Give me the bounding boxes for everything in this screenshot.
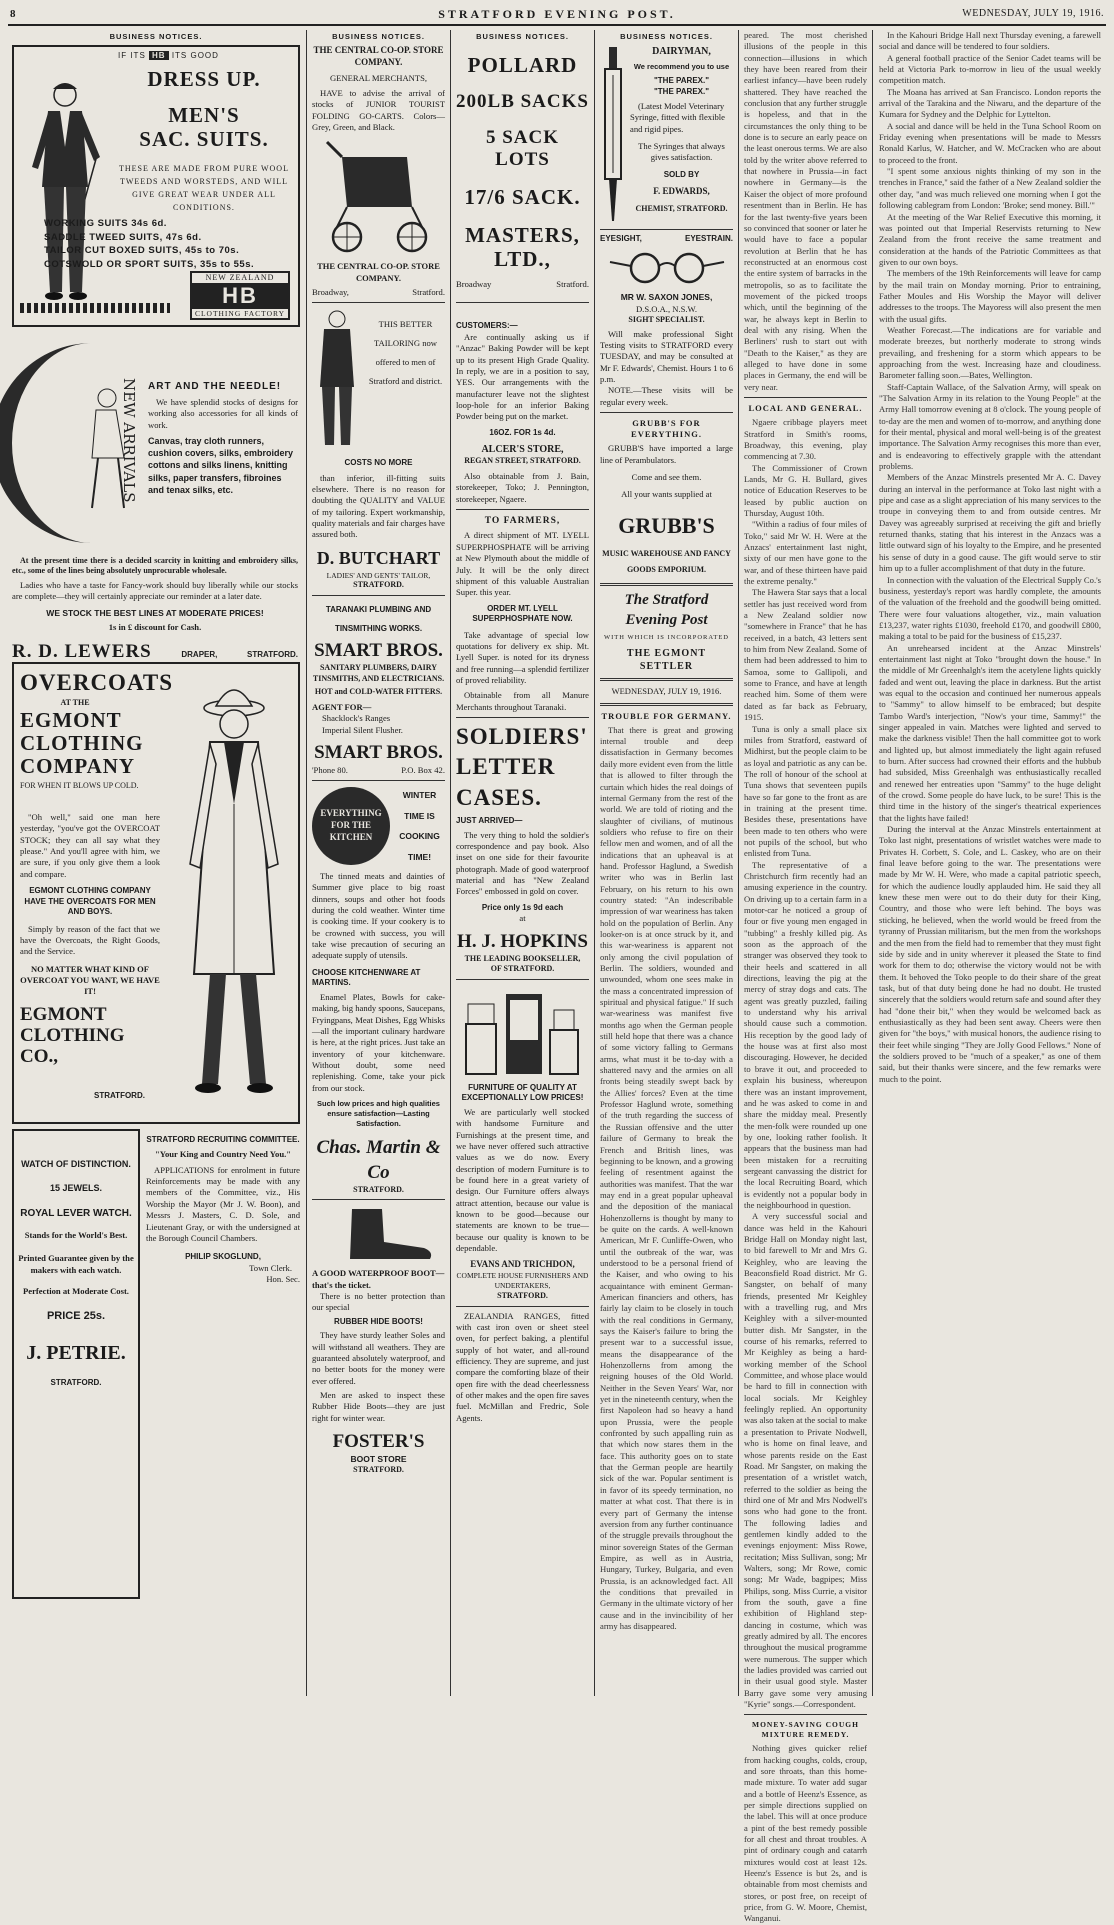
news-paragraph: The members of the 19th Reinforcements will leave for camp by the mail train on Monday morning. Prior to entraining, Father Moules and His Worship the Mayor will deliver addresses to the troops. The Mayoress will also present the men with the usual gifts. [879,268,1101,324]
winter-heading: WINTER TIME IS COOKING TIME! [399,790,440,862]
news-paragraph: An unrehearsed incident at the Anzac Minstrels' entertainment last night at Toko "brought down the house." In the middle of Mr Greenhalgh's item the acetylene lights quickly faded and went out, leaving the place in darkness. But the artist was equal to the occasion and continued her numerous appeals to "Sammy" to allow himself to be embraced; but despite Tambo Ward's interjection, "Now's your time, Sammy!" the singer appealed in vain. Matches were lighted and served to make the darkness visible! Then the hall committee got to work and lighted up, but almost immediately the light again refused to burn. After success had crowned their efforts and the hubbub had subsided, Miss Greenhalgh was enthusiastically recalled and renewed her entreaties upon "Sammy" to the huge delight of the crowd. Some people do have luck, to be sure! This is the third time in the history of the singer's theatrical experiences that the lights have failed! [879,642,1101,823]
art-p1: At the present time there is a decided scarcity in knitting and embroidery silks, etc., some of the lines being absolutely unprocurable wholesale. [12,555,298,576]
boot-p1: There is no better protection than our special [312,1291,445,1313]
art-list: Canvas, tray cloth runners, cushion covers, silks, embroidery cottons and silks linens, knitting silks, paper transfers, fibroines and tenax silks, etc. [148,436,294,495]
trouble-heading: TROUBLE FOR GERMANY. [601,710,732,721]
butchart-sub: LADIES' AND GENTS' TAILOR, [326,570,431,580]
suit-line: SADDLE TWEED SUITS, 47s 6d. [44,231,202,243]
kitchen-badge: EVERYTHING FOR THE KITCHEN [312,787,390,865]
martin-signature: Chas. Martin & Co [316,1136,441,1183]
art-needle-advert [12,332,300,662]
hopkins-name: H. J. HOPKINS [457,930,588,952]
pollard-heading: POLLARD [467,52,578,77]
news-paragraph: Staff-Captain Wallace, of the Salvation Army, will speak on "The Salvation Army in its relation to the Young People" at the Army Hall tomorrow evening at 8 o'clock. The young people of to-day are the men and women of to-morrow, and anything done for their mental, physical and moral well-being is of the greatest importance. The Salvation Army recognises this more than ever, and is endeavoring to effectively grapple with the attendant problems. [879,381,1101,472]
spectacles-figure [600,248,734,288]
watch-title: WATCH OF DISTINCTION. [21,1158,131,1169]
watch-advert [12,1129,140,1599]
recruiting-notice [146,1129,300,1599]
lewers-town: STRATFORD. [247,650,298,660]
incorporated: WITH WHICH IS INCORPORATED [603,634,729,642]
parex-name: "THE PAREX." [654,86,709,96]
local-paragraph: The Commissioner of Crown Lands, Mr G. H. Bullard, gives notice of Education Reserves to be leased by public auction on Thursday, August 10th. [744,462,867,518]
page-header [8,4,1106,26]
smart-po: P.O. Box 42. [401,765,445,776]
coop-address: Broadway, [312,286,349,297]
jones-body: Will make professional Sight Testing visits to STRATFORD every TUESDAY, and may be consulted at Mr F. Edwards', Chemist. Hours 1 to 6 p.m. [600,328,733,384]
egmont-name: COMPANY [20,753,136,778]
news-paragraph: A general football practice of the Senior Cadet teams will be held at Victoria Park to-morrow in lieu of the usual weekly competition match. [879,52,1101,86]
news-paragraph: The Moana has arrived at San Francisco. London reports the arrival of the Tarakina and the Niwaru, and the departure of the Kumara for Sydney and the Delphic for Lyttelton. [879,86,1101,120]
local-general-heading: LOCAL AND GENERAL. [748,403,863,413]
egmont-at-the: AT THE [60,698,90,708]
art-title: ART AND THE NEEDLE! [148,380,282,392]
watch-jewels: 15 JEWELS. [49,1182,103,1193]
coop-sub: GENERAL MERCHANTS, [329,72,428,83]
egmont-signature: CLOTHING [20,1025,125,1047]
egmont-quote: "Oh well," said one man here yesterday, "you've got the OVERCOAT STOCK; they can all say what they please." And you'll agree with him, we are sure, if you only give them a look and compare. [20,811,160,879]
masters-name: MASTERS, [465,222,580,247]
art-intro: We have splendid stocks of designs for working also accessories for all kinds of work. [148,397,298,430]
column-1 [8,30,306,1696]
boot-town: STRATFORD. [353,1465,404,1475]
butchart-name: D. BUTCHART [316,547,441,568]
egmont-signature: CO., [20,1046,58,1068]
watch-perfection: Perfection at Moderate Cost. [23,1285,129,1296]
trouble-continued: peared. The most cherished illusions of the people in this connection—illusions in which they have been reared from their earliest infancy—have been rudely shattered. They have reached the conclusion that any further struggle is hopeless, and that in the circumstances the only thing to be done is to secure an early peace on the least onerous terms. We are also told by the writer above referred to that nowhere in Prussia—in fact nowhere in Germany—is the Kaiser the object of more profound resentment than in Berlin. He has for the last twenty-five years been so convinced that sooner or later he would have to face a popular revolution at Berlin that he has reconstructed at an enormous cost the entire system of barracks in the metropolis, so as to facilitate the movement of the picked troops which, until the beginning of the war, he always kept in Berlin to deal with any rising. When the Berliners' rush to start out with "Death to the Kaiser," as they are alleged to have done in some places in Germany, the end will be very near. [744,30,868,392]
zealandia-text: ZEALANDIA RANGES, fitted with cast iron oven or sheet steel oven, for perfect baking, a plentiful supply of hot water, and all-round efficiency. They are supreme, and just compare the comforting blaze of their open fire with the dead cheerlessness of other makes and the open fire saves fuel. McMillan and Fredric, Sole Agents. [456,1310,589,1423]
tailored-man-figure [312,307,362,452]
obtainable-text: Obtainable from all Manure Merchants throughout Taranaki. [456,690,589,712]
lewers-trade: DRAPER, [181,650,218,660]
edwards-chemist: CHEMIST, STRATFORD. [635,204,728,214]
masters-address: Broadway [456,278,492,289]
coop-body: HAVE to advise the arrival of stocks of JUNIOR TOURIST FOLDING GO-CARTS. Colors—Grey, Green, and Black. [312,87,445,133]
order-now: ORDER MT. LYELL SUPERPHOSPHATE NOW. [472,603,573,624]
watch-stands: Stands for the World's Best. [24,1229,128,1240]
advantage-text: Take advantage of special low quotations for delivery ex ship. Mt. Lyell Super. is noted for its dryness and free running—a splendid fertilizer of proved reliability. [456,629,589,685]
pollard-price: 17/6 SACK. [464,184,581,209]
regan-street: REGAN STREET, STRATFORD. [464,456,581,466]
price-16oz: 16OZ. FOR 1s 4d. [489,427,556,437]
sight-specialist: SIGHT SPECIALIST. [628,315,705,324]
section-label: BUSINESS NOTICES. [332,32,425,41]
man-in-suit-figure [20,77,110,307]
cases-body: The very thing to hold the soldier's correspondence and pay book. Also inset on one side for their favourite photograph. Made of good waterproof material and has "New Zealand Forces" embossed in gold on cover. [456,829,589,897]
overcoats-heading: OVERCOATS [20,669,173,695]
boot-p3: Men are asked to inspect these Rubber Hide Boots—they are just right for winter wear. [312,1390,445,1423]
edwards-name: F. EDWARDS, [653,186,710,197]
agent-for: AGENT FOR— [312,702,372,713]
farmers-body: A direct shipment of MT. LYELL SUPERPHOSPHATE will be arriving at New Plymouth about the middle of July. It will be the only direct shipment of this valuable Australian Super. this year. [456,530,589,598]
art-p2: Ladies who have a taste for Fancy-work should buy liberally while our stocks are complete—they will certainly appreciate our reminder at a later date. [12,579,298,602]
suit-line: WORKING SUITS 34s 6d. [44,217,167,229]
cases-heading: CASES. [456,784,542,810]
evans-town: STRATFORD. [497,1291,548,1300]
cough-text: Nothing gives quicker relief from hacking coughs, colds, croup, and sore throats, than this home-made mixture. To water add sugar and a bottle of Heenz's Essence, as per simple directions supplied on the label. This will at once produce a pint of the best remedy possible for all chest and throat troubles. A pint of ordinary cough and catarrh mixtures would cost at least 12s. Heenz's Essence is but 2s, and is obtainable from most chemists and stores, or post free, on receipt of price, from G. W. Moore, Chemist, Wanganui. [744,1743,867,1924]
evans-complete: COMPLETE HOUSE FURNISHERS AND UNDERTAKERS, [456,1271,589,1291]
customers-head: CUSTOMERS:— [456,321,518,331]
dress-up-heading: DRESS UP. [147,66,261,91]
grubbs-name: GRUBB'S [618,512,715,538]
hb-tag: IF ITS HB ITS GOOD [118,50,219,60]
boot-head: A GOOD WATERPROOF BOOT—that's the ticket. [312,1268,445,1290]
local-paragraph: "Within a radius of four miles of Toko," said Mr W. H. Were at the Anzacs' entertainment last night, sixty of our men have gone to the war, and of these thirteen have paid the extreme penalty." [744,519,867,587]
local-paragraph: A very successful social and dance was held in the Kahouri Bridge Hall on Monday night last, to bid farewell to Mr and Mrs G. Keighley, who are leaving the Beaconsfield Road district. Mr G. Sangster, on behalf of many friends, presented Mr Keighley with a travelling rug, and Mrs Keighley with a silver-mounted butter dish. Mr Sangster, in the course of his remarks, referred to Mr Keighley as being a hard-working member of the School Committee, and whose place would be hard to fill in connection with local socials. Mr Keighley feelingly replied. An opportunity was also taken at the social to make a presentation to Private Nodwell, who is home on final leave, and whose parents reside on the East Road. Mr Sangster, on making the presentation of a wristlet watch, referred to the soldier as being the third one of Mr and Mrs Nodwell's sons who had gone to the front. The following ladies and gentlemen kindly added to the evenings enjoyment: Miss Rowe, recitation; Miss Sullivan, song; Mr Walters, song; Mr Rowe, comic song; Mr Wade, bagpipes; Miss Philips, song. Miss Currie, a visitor from the south, gave a fine exhibition of Highland step-dancing in costume, which was greatly admired by all. The encores throughout the musical programme were numerous. The supper which the ladies provided was carried out in their usual good style. Master Barry gave some very amusing "Kyrie" songs.—Correspondent. [744,1211,867,1710]
egmont-when: FOR WHEN IT BLOWS UP COLD. [20,781,139,791]
news-paragraph: During the interval at the Anzac Minstrels entertainment at Toko last night, presentations of wristlet watches were made to Privates H. Corbett, S. Cole, and L. Caskey, who are on their final leave before going to the war. The presentations were made by Mr W. H. Were, who made a capital patriotic speech, for which the audience loudly applauded him. He said they all knew these men were out to do their duty for their King, Country, and those who were left behind. The boys was sticking, he believed, when the world would be freed from the tyranny of Prussian militarism, but the men from the workshops and the men from the field had to remember that they must fight side by side and in unity wherever it pleased the State to find work for them to do; otherwise the victory would not be with them. It behoved the Toko people to do their share of the great task, but of that duty being done he had no doubt. He trusted sincerely that the soldiers would return safe and sound after they had "done their bit," when they would be welcomed back as enthusiastically as they had been sent away. Cheers were then given for "the boys," with musical honors, the audience rising to their feet while singing "They are Jolly Good Fellows." None of the soldiers proved to be "much of a speaker," as one of them said, but their thanks were sincere, and the few remarks were much to the point. [879,824,1101,1084]
enamel-text: Enamel Plates, Bowls for cake-making, big handy spoons, Saucepans, Fryingpans, Meat Dishes, Egg Whisks—all the important culinary hardware is here, at the right prices. Just take an inventory of your kitchenware. Without doubt, some need replenishing. Come, take your pick from our stock. [312,991,445,1093]
recruiting-role: Town Clerk. [249,1262,292,1273]
section-label: BUSINESS NOTICES. [109,32,203,41]
egmont-no-matter: NO MATTER WHAT KIND OF OVERCOAT YOU WANT, WE HAVE IT! [20,963,160,997]
just-arrived: JUST ARRIVED— [456,816,523,826]
news-paragraph: Weather Forecast.—The indications are for variable and moderate breezes, but northerly moderate to strong winds prevailing, and freshening for a storm which appears to be approaching from the west. Increasing haze and cloudiness. Barometer falling soon.—Bates, Wellington. [879,324,1101,381]
crescent-moon-figure [12,338,142,548]
also-obtainable: Also obtainable from J. Bain, storekeeper, Toko; J. Pennington, storekeeper, Ngaere. [456,470,589,504]
hopkins-leading: THE LEADING BOOKSELLER, [464,953,581,963]
petrie-name: J. PETRIE. [26,1341,126,1364]
syringe-figure [600,45,626,225]
suit-line: COTSWOLD OR SPORT SUITS, 35s to 55s. [44,259,255,271]
paper-title: The Stratford Evening Post [624,591,709,628]
recruiting-slogan: "Your King and Country Need You." [154,1149,292,1160]
art-best: WE STOCK THE BEST LINES AT MODERATE PRICES! [46,607,264,618]
butchart-town: STRATFORD. [353,580,404,590]
recruiting-title: STRATFORD RECRUITING COMMITTEE. [146,1134,300,1144]
smart-sub: SANITARY PLUMBERS, DAIRY TINSMITHS, AND ELECTRICIANS. [312,663,445,683]
boot-p2: They have sturdy leather Soles and will withstand all weathers. They are guaranteed absolutely waterproof, and no better boots for the money were ever offered. [312,1330,445,1386]
column-5 [738,30,872,1924]
local-paragraph: The representative of a Christchurch firm recently had an amusing experience in the country. On driving up to a certain farm in a motor-car he noticed a group of four or five young men engaged in "tubbing" a freshly killed pig. As soon as the approach of the stranger was observed they took to their heels and scattered in all directions, leaving the pig at the mercy of stray dogs and cats. The agent was greatly puzzled, failing to understand why his arrival should cause such a commotion. His reception by the good lady of the house was at first also most discouraging. However, he decided to brave it out, and proceeded to explain his business, whereupon there was an instant improvement, and he was asked to come in and share the midday meal. Presently the men-folk were rounded up one by one, looking rather foolish. It appears that the business man had been mistaken for a recruiting sergeant canvassing the district for the local Recruiting Board, which is evidently not a popular body in the neighbourhood in question. [744,859,867,1210]
furniture-head: FURNITURE OF QUALITY AT EXCEPTIONALLY LOW PRICES! [461,1082,584,1103]
paper-date: WEDNESDAY, JULY 19, 1916. [611,686,722,697]
tailoring-text: THIS BETTER TAILORING now offered to men of Stratford and district. [368,319,443,386]
trouble-article: That there is great and growing internal trouble and deep dissatisfaction in Germany becomes daily more evident even from the little that is allowed to filter through the curtain which hides the real doings of internal Germany from the rest of the world. We are told of rioting and the slaughter of civilians, of mutinous soldiers who refuse to fire on their fellow men and women, and of all the indications that an upheaval is at hand. Professor Haglund, a Swedish writer who was in Berlin last February, on his return to his own country stated: "An indescribable impression of war weariness has taken hold on the population of Berlin. Any looker-on is at once struck by it, and this war-weariness is apparent not only among the civil population of Berlin. The soldiers, wounded and unwounded, whom one sees make in the mass a concentrated impression of spiritual and physical fatigue." If such war-weariness was manifest five months ago when the German people still held hope that there was a chance of some victory falling to Germans arms, what must it be to-day with a shattered navy and the armies on all fronts being steadily swept back by the Allies' forces? Even at the time Professor Haglund wrote, something of the truth regarding the success of the Russian offensive and the utter failure of Germany to break the French and British lines, was beginning to be known, and a growing feeling of resentment against the authorities was manifest. That the war may end in a great popular upheaval and the deposition of the maniacal Hohenzollerns is thought by many to be quite on the cards. A well-known American, Mr F. Cunliffe-Owen, who until the outbreak of the war, was understood to be a personal friend of the Kaiser, and who owing to his acquaintance with eminent German-American financiers and others, has fairly lay claim to be closely in touch with the real conditions in Germany, says the Kaiser's failure to bring the present war to a successful issue, means the disappearance of the Hohenzollerns from among the reigning houses of the Old World. Neither in the Seven Years' War, nor yet in the nineteenth century, when the first Napoleon had so heavy a hand upon Prussia, were the people confronted by such appalling ruin as that which now stares them in the face. This authority goes on to state that the German people are heartily sick of the war. Popular sentiment is in favor of its speedy termination, no matter at what cost. That there is in every part of Germany the intense aversion from any further continuance of the struggle prevails throughout the minor sovereign States of the German Empire, as well as in Austria, Hungary, Turkey, Bulgaria, and even Prussia, is an acknowledged fact. All the conditions that prevailed in Germany in the ultimate victory of her cause and in the invincibility of her army has disappeared. [600,724,733,1631]
cases-price: Price only 1s 9d each [481,902,564,912]
art-discount: 1s in £ discount for Cash. [108,621,202,632]
watch-price: PRICE 25s. [46,1310,106,1323]
smart-phone: 'Phone 80. [312,765,348,776]
pollard-lots: 5 SACK LOTS [485,126,560,170]
hopkins-town: OF STRATFORD. [490,964,555,974]
tailor-body: than inferior, ill-fitting suits elsewhere. There is no reason for doubting the QUALITY and VALUE of my tailoring. Expert workmanship, quality materials and fair charges have assured both. [312,472,445,540]
page-number: 8 [10,8,18,20]
all-wants: All your wants supplied at [621,489,712,500]
farmers-heading: TO FARMERS, [484,515,561,526]
rubber-hide: RUBBER HIDE BOOTS! [334,1316,423,1326]
masters-ltd: LTD., [494,246,551,271]
customers-body: Are continually asking us if "Anzac" Baking Powder will be kept up to its present High Grade Quality. In reply, we are in a position to say, YES. Our arrangements with the manufacturer leave not the slightest loop-hole for an inferior Baking Powder being put on the market. [456,331,589,422]
masthead: STRATFORD EVENING POST. [438,7,676,21]
pollard-sacks: 200LB SACKS [456,91,589,113]
such-low-prices: Such low prices and high qualities ensure satisfaction—Lasting Satisfaction. [317,1098,440,1128]
news-paragraph: In the Kahouri Bridge Hall next Thursday evening, a farewell social and dance will be tendered to four soldiers. [879,30,1101,52]
mens-heading: MEN'S [168,103,240,128]
egmont-town: STRATFORD. [94,1091,145,1101]
local-paragraph: Tuna is only a small place six miles from Stratford, eastward of Midhirst, but the people claim to be as loyal and patriotic as any can be. The roll of honour of the school at Tuna shows that seventeen pupils have so far gone to the front as are in training at the present time. Besides these, presentations have been made to ten others who were not pupils of the school, but who enlisted from Tuna. [744,723,867,859]
cases-at: at [519,913,526,924]
suit-line: TAILOR CUT BOXED SUITS, 45s to 70s. [44,245,240,257]
man-in-overcoat-figure [154,674,304,1114]
agent-item: Shacklock's Ranges [322,713,391,724]
column-2 [306,30,450,1696]
news-paragraph: "I spent some anxious nights thinking of my son in the trenches in France," said the father of a New Zealand soldier the other day, "and was much relieved one morning when I got the following cablegram from London: 'Broke; send money. Bill.'" [879,166,1101,211]
pollard-advert [456,45,589,298]
coop-town: Stratford. [412,286,445,297]
petrie-town: STRATFORD. [50,1378,102,1388]
smart-bros-name: SMART BROS. [314,742,443,764]
costs-no-more: COSTS NO MORE [344,458,413,468]
egmont-name: CLOTHING [20,730,144,755]
parex-name: "THE PAREX." [654,75,709,85]
lewers-name: R. D. LEWERS [12,641,152,663]
grubbs-body: GRUBB'S have imported a large line of Perambulators. [600,443,733,465]
egmont-simply: Simply by reason of the fact that we have the Overcoats, the Right Goods, and the Service. [20,923,160,957]
soldiers-heading: SOLDIERS' [456,724,588,750]
egmont-have: EGMONT CLOTHING COMPANY HAVE THE OVERCOATS FOR MEN AND BOYS. [24,885,156,917]
grubbs-heading: GRUBB'S FOR EVERYTHING. [631,417,702,440]
eyestrain-label: EYESTRAIN. [684,233,733,243]
jones-note: NOTE.—These visits will be regular every week. [600,385,733,407]
hb-advert [12,45,300,327]
smart-bros-name: SMART BROS. [314,640,443,662]
evans-name: EVANS AND TRICHDON, [470,1259,575,1270]
smart-fitters: HOT and COLD-WATER FITTERS. [314,687,443,697]
coop-signature: THE CENTRAL CO-OP. STORE COMPANY. [317,261,440,283]
furniture-figure [456,984,586,1079]
news-paragraph: Members of the Anzac Minstrels presented Mr A. C. Davey during an interval in the performance at Toko last night with a pipe and case as a slight appreciation of his many services to the troupe in conveying them to and from outside centres. Mr Davey was agreeably surprised at receiving the gift and briefly returned thanks, stating that his interest in the Anzacs was a little outward sign of his loyalty to the Empire, and he presented his sense of duty in a good cause. The gift would serve to stir him up to a fuller accomplishment of that duty in the future. [879,472,1101,574]
recommend-text: We recommend you to use [633,62,730,72]
sac-suits-heading: SAC. SUITS. [139,127,269,152]
egmont-advert [12,662,300,1124]
come-and-see: Come and see them. [631,472,702,483]
news-paragraph: At the meeting of the War Relief Executive this morning, it was pointed out that Imperial Reservists returning to New Zealand from the front receive the same treatment and consideration at the hands of the Patriotic Committees as that given to our own boys. [879,211,1101,267]
agent-item: Imperial Silent Flusher. [322,724,403,735]
parex-body: (Latest Model Veterinary Syringe, fitted with flexible and rigid pipes. [630,101,725,134]
taranaki-plumbing: TARANAKI PLUMBING AND TINSMITHING WORKS. [325,604,432,634]
column-3 [450,30,594,1696]
kitchen-body: The tinned meats and dainties of Summer give place to big roast dinners, soups and other hot foods during the cold weather. Winter time is cooking time. If your cookery is to be crowned with success, you will take wise precaution of securing an adequate supply of utensils. [312,871,445,961]
section-label: BUSINESS NOTICES. [476,32,569,41]
choose-kitchenware: CHOOSE KITCHENWARE AT MARTINS. [312,967,421,988]
alcers-store: ALCER'S STORE, [481,444,564,456]
local-paragraph: Ngaere cribbage players meet Stratford in Smith's rooms, Broadway, this evening, play commencing at 7.30. [744,417,867,462]
jones-name: MR W. SAXON JONES, [620,292,713,303]
masters-town: Stratford. [556,278,589,289]
cough-heading: MONEY-SAVING COUGH MIXTURE REMEDY. [752,1720,859,1740]
news-paragraph: A social and dance will be held in the Tuna School Room on Friday evening when presentations will be made to Messrs Ronald Karlus, W. Hatcher, and W. McCracken who are about to proceed to the front. [879,120,1101,165]
news-paragraph: In connection with the valuation of the Electrical Supply Co.'s business, yesterday's report was hardly complete, the amounts of the valuation of the freehold and the goodwill being omitted. There were four valuations altogether, viz., main valuation £13,237, water rights £1030, freehold £170, and goodwill £800, making a total to be paid for the business of £15,237. [879,574,1101,642]
syringes-text: The Syringes that always gives satisfaction. [638,141,725,163]
column-6 [872,30,1106,1696]
boot-store: BOOT STORE [350,1454,407,1465]
egmont-signature: EGMONT [20,1004,107,1026]
header-date: WEDNESDAY, JULY 19, 1916. [962,8,1104,19]
martin-town: STRATFORD. [353,1184,404,1194]
section-label: BUSINESS NOTICES. [620,32,713,41]
fosters-name: FOSTER'S [332,1431,425,1453]
jones-dso: D.S.O.A., N.S.W. [635,303,698,314]
hb-body: THESE ARE MADE FROM PURE WOOL TWEEDS AND WORSTEDS, AND WILL GIVE GREAT WEAR UNDER ALL CONDITIONS. [119,164,289,212]
egmont-settler: THE EGMONT SETTLER [626,647,707,673]
coop-title: THE CENTRAL CO-OP. STORE COMPANY. [313,44,444,67]
local-paragraph: The Hawera Star says that a local settler has just received word from a New Zealand soldier now "somewhere in France" that he has received, in a batch, 43 letters sent to him from New Zealand. Some of them had been addressed to him to Samoa, some to Gallipoli, and some to France, and have at length reached him. Some of them were dated as far back as February, 1915. [744,587,868,723]
boot-figure [312,1204,442,1264]
recruiting-signer: PHILIP SKOGLUND, [185,1252,261,1262]
dairyman-heading: DAIRYMAN, [652,45,711,57]
letter-heading: LETTER [456,754,556,780]
watch-guarantee: Printed Guarantee given by the makers with each watch. [18,1253,134,1275]
column-4 [594,30,738,1696]
moon-text: NEW ARRIVALS [120,377,138,503]
decorative-border [20,303,170,313]
grubbs-music: MUSIC WAREHOUSE AND FANCY GOODS EMPORIUM. [602,548,731,574]
hb-logo: NEW ZEALAND HB CLOTHING FACTORY [190,271,290,321]
recruiting-role: Hon. Sec. [266,1274,300,1285]
egmont-name: EGMONT [20,707,122,732]
recruiting-body: APPLICATIONS for enrolment in future Reinforcements may be made with any members of the Committee, viz., His Worship the Mayor (Mr J. W. Boon), and Messrs J. Masters, C. D. Sole, and Lieutenant Gray, or with the undersigned at the Borough Council Chambers. [146,1164,300,1243]
eyesight-label: EYESIGHT, [600,233,642,243]
pram-figure [312,137,442,257]
sold-by: SOLD BY [663,169,700,179]
watch-lever: ROYAL LEVER WATCH. [20,1207,132,1219]
furniture-body: We are particularly well stocked with handsome Furniture and Furnishings at the present time, and we have never offered such attractive values as we do now. Every description of modern Furniture is to be found here in a great variety of design. Our Furniture offers always attract attention, because our value is known to be good—because our statements are known to be true—because our quality is known to be dependable. [456,1106,589,1253]
